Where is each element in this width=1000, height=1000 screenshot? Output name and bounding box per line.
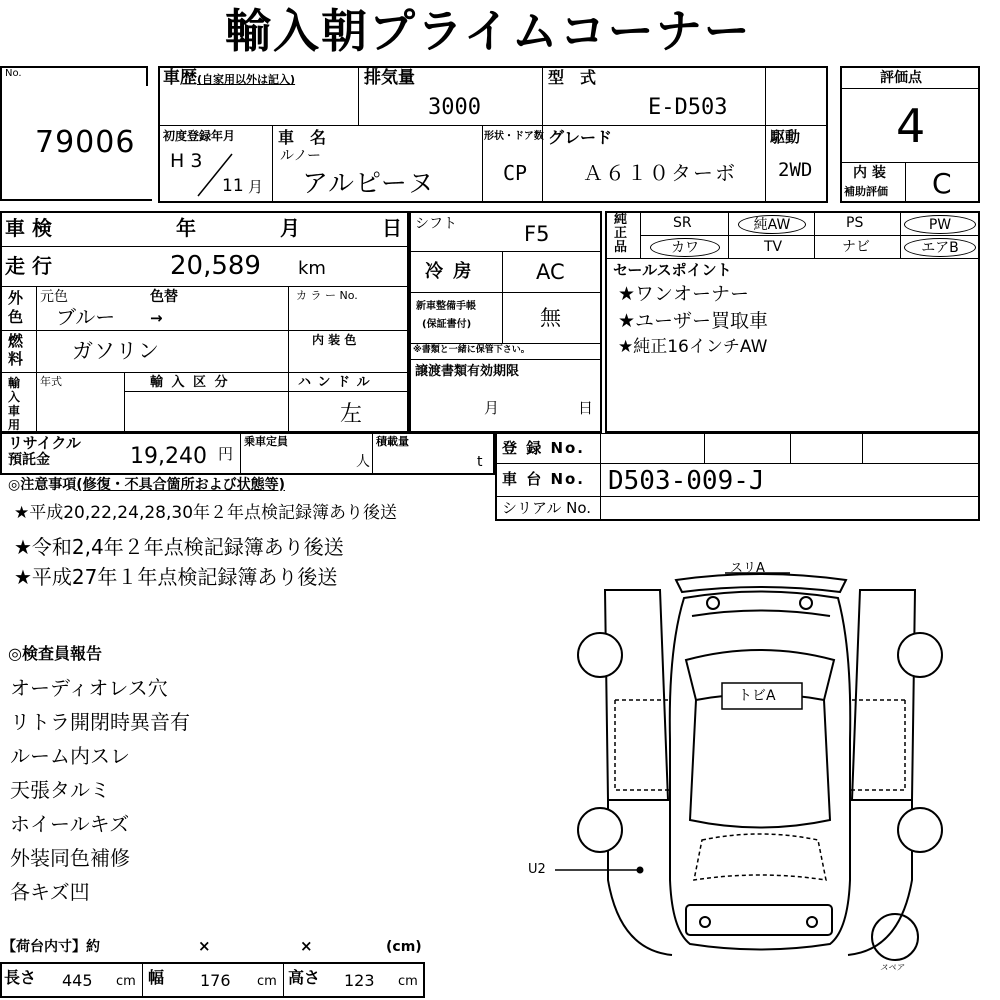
color-change-label: 色替 <box>150 289 178 305</box>
interior-color-label: 内 装 色 <box>312 333 357 347</box>
cargo-width: 176 <box>200 971 231 990</box>
load-label: 積載量 <box>376 435 409 448</box>
fuel-side-label-2: 料 <box>8 350 24 368</box>
model-label: 型 式 <box>548 68 597 87</box>
inspector-item-6: 外装同色補修 <box>10 846 130 870</box>
cargo-label: 【荷台内寸】約 <box>2 939 100 955</box>
genuine-ps: PS <box>846 215 864 231</box>
color-value: ブルー <box>56 305 116 329</box>
page-title: 輸入朝プライムコーナー <box>225 4 752 58</box>
color-side-label-2: 色 <box>8 308 24 326</box>
drive-value: 2WD <box>778 159 813 181</box>
car-name-label: 車 名 <box>278 128 327 147</box>
history-label: 車歴(自家用以外は記入) <box>163 68 296 88</box>
car-name: アルピーヌ <box>302 169 435 199</box>
shift-value: F5 <box>524 222 550 246</box>
import-class-label: 輸 入 区 分 <box>150 375 230 390</box>
import-year-label: 年式 <box>40 375 62 388</box>
genuine-aw-circled: 純AW <box>738 215 806 234</box>
fuel-value: ガソリン <box>72 339 160 363</box>
aircon-label: 冷 房 <box>425 261 474 282</box>
cargo-height-label: 高さ <box>288 968 321 987</box>
color-arrow: → <box>150 309 163 327</box>
displacement-label: 排気量 <box>364 68 415 88</box>
damage-roof-label: トビA <box>738 688 776 704</box>
capacity-label: 乗車定員 <box>244 435 288 448</box>
cargo-width-unit: cm <box>257 974 277 989</box>
grade-label: グレード <box>548 128 613 147</box>
first-reg-label: 初度登録年月 <box>163 129 236 143</box>
transfer-month: 月 <box>484 399 500 417</box>
mileage-value: 20,589 <box>170 251 261 281</box>
inspector-item-3: ルーム内スレ <box>10 744 130 768</box>
interior-score-label-1: 内 装 <box>853 165 886 181</box>
rear-window <box>694 834 826 880</box>
recycle-unit: 円 <box>218 445 234 463</box>
cargo-length-unit: cm <box>116 974 136 989</box>
mileage-unit: km <box>298 258 326 279</box>
chassis-value: D503-009-J <box>608 466 765 496</box>
cargo-x2: × <box>300 937 313 955</box>
taillight-right <box>807 917 817 927</box>
hood-line <box>692 611 830 617</box>
model-value: E-D503 <box>648 95 728 120</box>
fuel-side-label-1: 燃 <box>8 332 24 350</box>
genuine-tv: TV <box>764 239 783 255</box>
first-reg-era: H 3 <box>170 150 203 172</box>
aircon-value: AC <box>536 260 565 284</box>
lot-number: 79006 <box>35 125 136 160</box>
cargo-height: 123 <box>344 971 375 990</box>
import-side-label: 輸入車用 <box>8 376 21 432</box>
tire-rear-right <box>898 808 942 852</box>
recycle-label-2: 預託金 <box>8 452 50 468</box>
color-side-label-1: 外 <box>8 289 24 307</box>
inspector-label: ◎検査員報告 <box>8 644 102 663</box>
mileage-label: 走 行 <box>5 254 52 278</box>
genuine-sr: SR <box>673 215 692 231</box>
sales-point-3: ★純正16インチAW <box>618 337 768 357</box>
tire-rear-left <box>578 808 622 852</box>
tire-spare <box>872 914 918 960</box>
displacement-value: 3000 <box>428 95 481 120</box>
capacity-unit: 人 <box>356 454 370 470</box>
damage-front-label: スリA <box>730 561 765 576</box>
cargo-height-unit: cm <box>398 974 418 989</box>
left-door <box>615 700 670 790</box>
body-type-value: CP <box>503 161 528 185</box>
inspection-year: 年 <box>176 216 196 240</box>
cargo-unit-paren: (cm) <box>386 939 422 955</box>
first-reg-month-unit: 月 <box>248 178 264 196</box>
sales-point-2: ★ユーザー買取車 <box>618 310 769 332</box>
taillight-left <box>700 917 710 927</box>
grade-value: Ａ６１０ターボ <box>583 161 737 185</box>
transfer-label: 譲渡書類有効期限 <box>415 364 520 379</box>
drive-label: 駆動 <box>770 128 801 146</box>
recycle-value: 19,240 <box>130 444 207 469</box>
manual-label-1: 新車整備手帳 <box>416 301 476 312</box>
lot-label: No. <box>5 68 22 79</box>
front-bumper <box>676 574 846 592</box>
right-door <box>850 700 905 790</box>
notes-label: ◎注意事項(修復・不具合箇所および状態等) <box>8 477 286 493</box>
right-side-front <box>852 590 915 800</box>
car-maker: ルノー <box>280 148 322 164</box>
inspector-item-4: 天張タルミ <box>10 778 110 802</box>
genuine-navi: ナビ <box>842 239 870 255</box>
note-item-2: ★令和2,4年２年点検記録簿あり後送 <box>14 535 344 559</box>
serial-label: シリアル No. <box>502 499 592 517</box>
cargo-length: 445 <box>62 971 93 990</box>
sales-point-1: ★ワンオーナー <box>618 283 750 305</box>
spare-label: スペア <box>880 963 904 972</box>
manual-label-2: (保証書付) <box>422 319 472 330</box>
inspector-item-2: リトラ開閉時異音有 <box>10 710 190 734</box>
car-body-outline <box>670 592 850 950</box>
inspection-month: 月 <box>280 216 300 240</box>
sales-points-label: セールスポイント <box>613 261 732 279</box>
car-damage-diagram <box>520 560 950 990</box>
tire-front-right <box>898 633 942 677</box>
color-code-label: カ ラ ー No. <box>296 289 358 302</box>
headlight-left <box>707 597 719 609</box>
manual-note: ※書類と一緒に保管下さい。 <box>413 345 530 355</box>
note-item-3: ★平成27年１年点検記録簿あり後送 <box>14 565 338 589</box>
interior-score-value: C <box>932 167 952 200</box>
transfer-day: 日 <box>578 399 594 417</box>
recycle-label-1: リサイクル <box>8 434 81 452</box>
genuine-pw-circled: PW <box>904 215 976 234</box>
body-type-label: 形状・ドア数 <box>484 131 544 142</box>
load-unit: t <box>477 454 483 470</box>
rear-panel <box>686 905 832 935</box>
handle-value: 左 <box>340 402 363 427</box>
orig-color-label: 元色 <box>40 289 68 305</box>
genuine-airbag-circled: エアB <box>904 238 976 257</box>
inspector-item-7: 各キズ凹 <box>10 880 90 904</box>
cargo-width-label: 幅 <box>148 968 165 987</box>
left-side-front <box>605 590 668 800</box>
shift-label: シフト <box>415 216 457 232</box>
chassis-label: 車 台 No. <box>502 470 586 488</box>
interior-score-label-2: 補助評価 <box>844 185 888 198</box>
inspection-label: 車 検 <box>5 216 52 240</box>
cargo-x1: × <box>198 937 211 955</box>
registration-label: 登 録 No. <box>502 439 586 457</box>
inspection-day: 日 <box>382 216 402 240</box>
genuine-leather-circled: カワ <box>650 238 720 257</box>
headlight-right <box>800 597 812 609</box>
note-item-1: ★平成20,22,24,28,30年２年点検記録簿あり後送 <box>14 503 398 523</box>
manual-value: 無 <box>540 306 561 330</box>
tire-front-left <box>578 633 622 677</box>
roof <box>690 700 830 828</box>
inspector-item-1: オーディオレス穴 <box>10 676 168 700</box>
first-reg-month: 11 <box>222 176 244 196</box>
score-label: 評価点 <box>880 70 922 86</box>
genuine-side-label: 純正品 <box>614 212 628 255</box>
u2-marker <box>638 868 643 873</box>
damage-u2-label: U2 <box>528 862 546 877</box>
score-value: 4 <box>896 99 926 153</box>
inspector-item-5: ホイールキズ <box>10 812 130 836</box>
cargo-length-label: 長さ <box>4 968 37 987</box>
handle-label: ハ ン ド ル <box>298 375 371 390</box>
